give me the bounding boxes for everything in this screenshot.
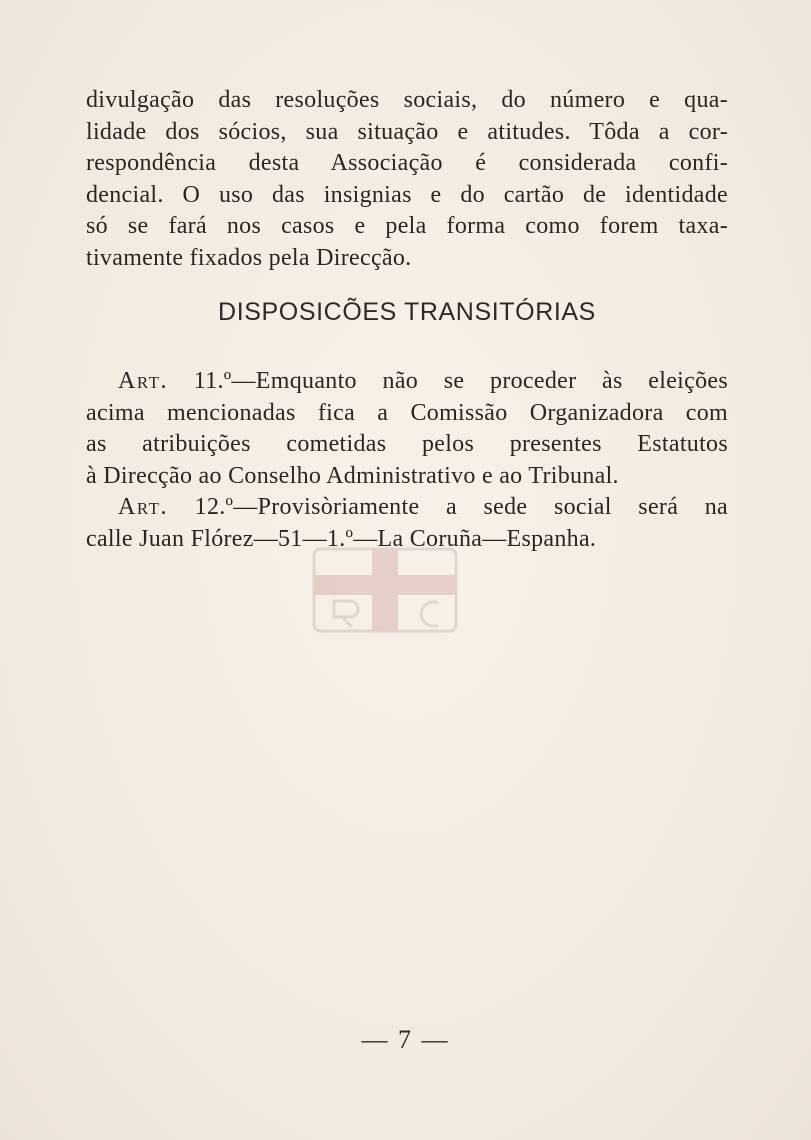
article-11 xyxy=(86,366,728,492)
article-number: 12.º xyxy=(194,494,234,520)
text-line: à Direcção ao Conselho Administrativo e ao Tribunal. xyxy=(86,462,619,489)
article-text: —Provisòriamente a sede social será na xyxy=(233,494,728,520)
article-number: 11.º xyxy=(193,368,232,394)
page-number: — 7 — xyxy=(361,1025,450,1054)
article-label: Art. xyxy=(118,494,169,520)
text-line: as atribuições cometidas pelos presentes Estatutos xyxy=(86,431,728,457)
emblem-watermark xyxy=(310,545,460,635)
text-line: só se fará nos casos e pela forma como forem taxa- xyxy=(86,213,728,239)
article-label: Art. xyxy=(118,368,169,394)
article-first-line xyxy=(86,366,728,398)
article-text: —Emquanto não se proceder às eleições xyxy=(231,368,728,394)
text-line: divulgação das resoluções sociais, do número e qua- xyxy=(86,87,728,113)
text-line: lidade dos sócios, sua situação e atitudes. Tôda a cor- xyxy=(86,118,728,145)
text-line: calle Juan Flórez—51—1.º—La Coruña—Espanha. xyxy=(86,525,597,552)
article-first-line xyxy=(86,492,728,524)
text-line: tivamente fixados pela Direcção. xyxy=(86,244,412,271)
text-line: dencial. O uso das insignias e do cartão de identidade xyxy=(86,181,728,208)
text-line: acima mencionadas fica a Comissão Organizadora com xyxy=(86,399,728,426)
intro-paragraph xyxy=(86,85,728,274)
text-line: respondência desta Associação é considerada confi- xyxy=(86,150,728,176)
section-heading: DISPOSICÕES TRANSITÓRIAS xyxy=(218,298,596,326)
